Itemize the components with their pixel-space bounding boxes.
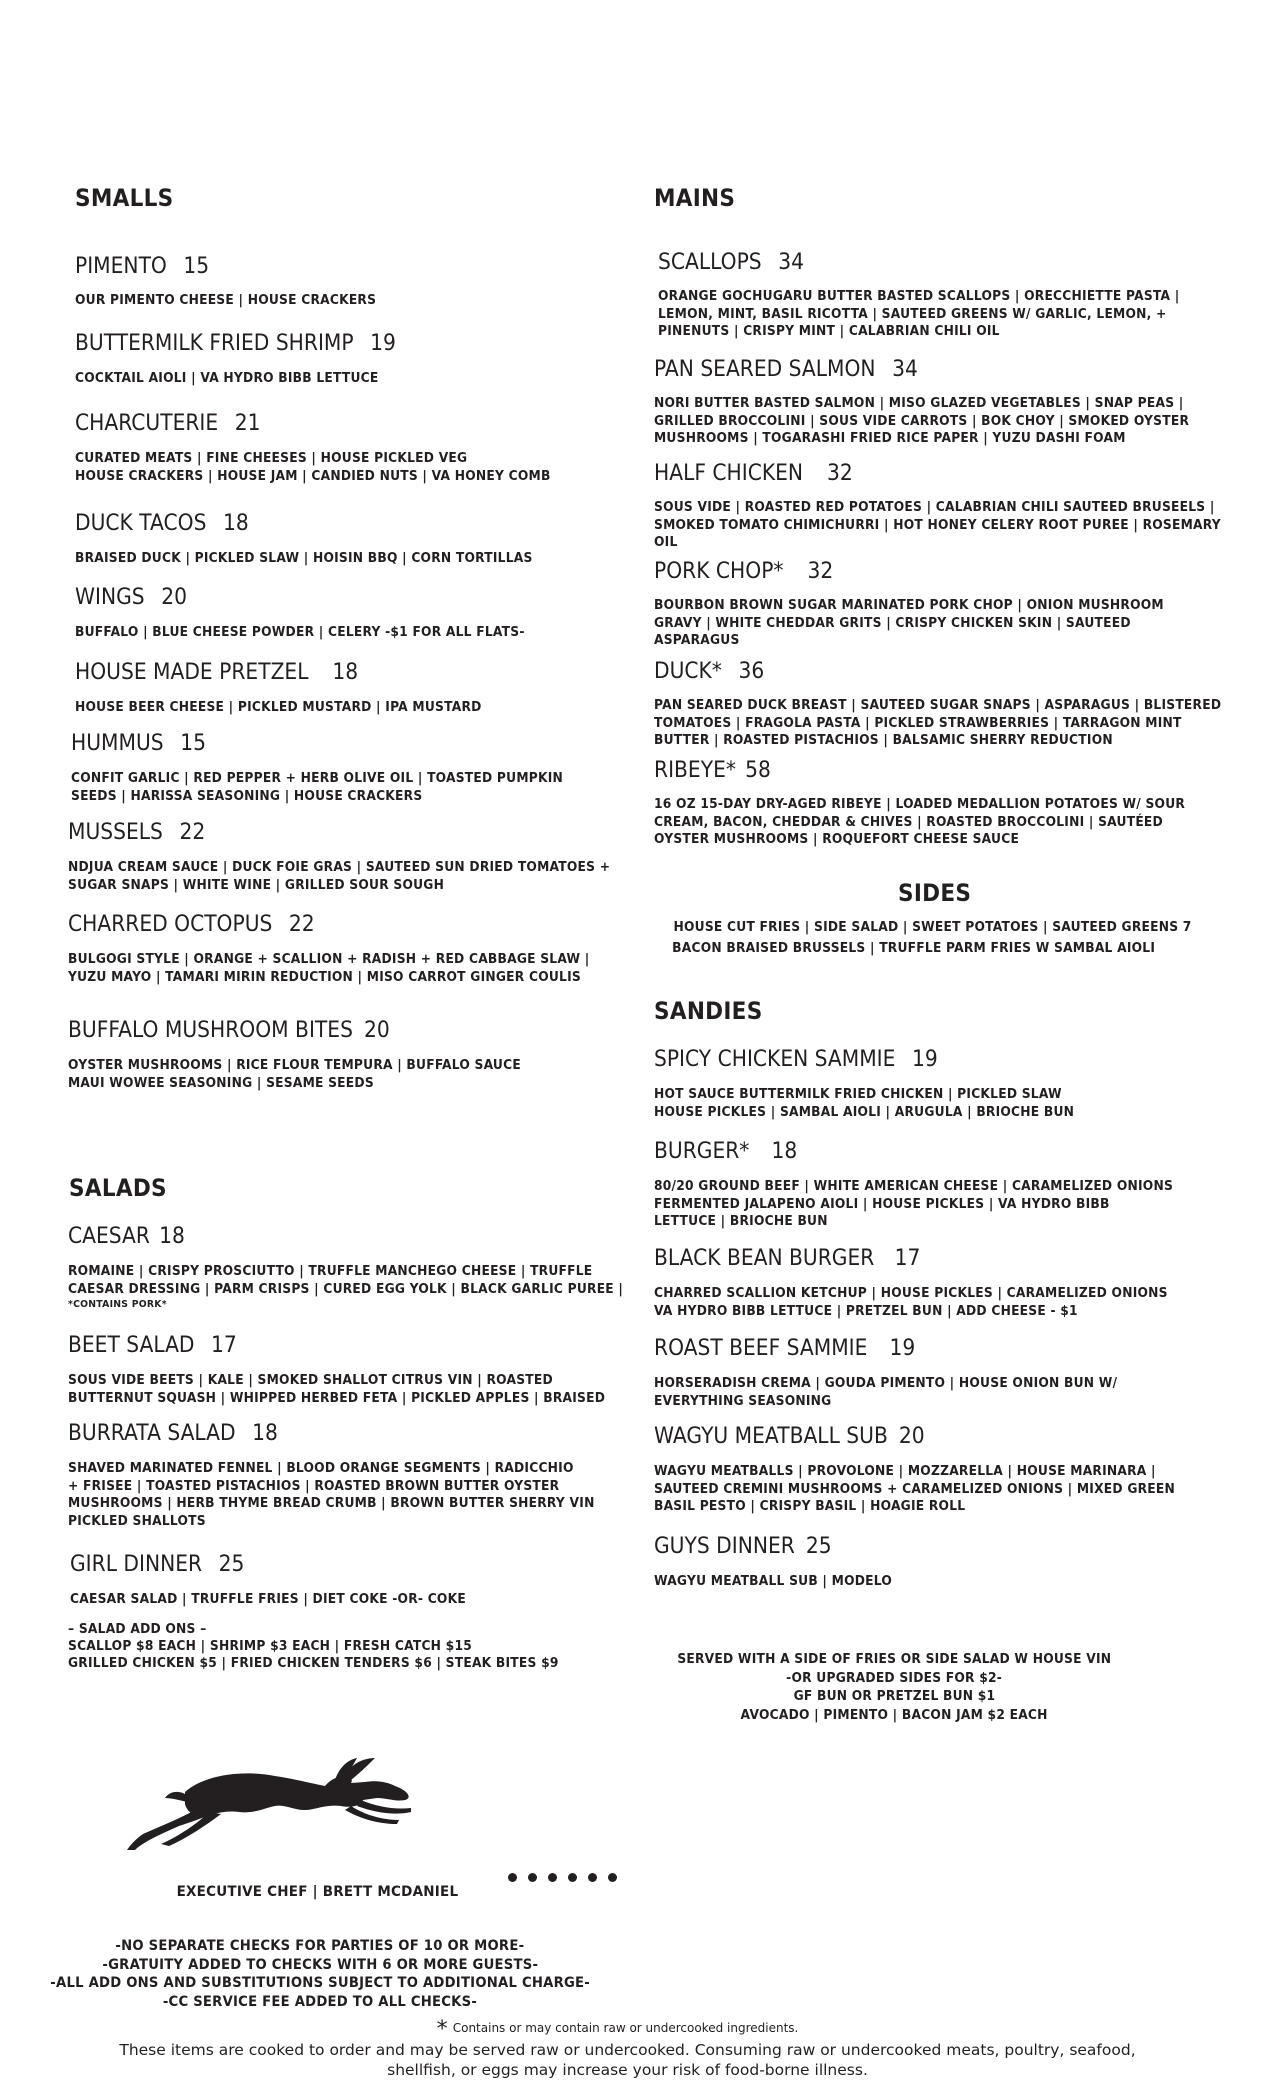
desc-line: HOUSE CRACKERS | HOUSE JAM | CANDIED NUTS | VA HONEY COMB bbox=[75, 468, 551, 484]
disclaimer-short bbox=[0, 2017, 1275, 2040]
item-description bbox=[75, 450, 551, 485]
item-name: GUYS DINNER bbox=[654, 1534, 795, 1559]
desc-line: LETTUCE | BRIOCHE BUN bbox=[654, 1214, 828, 1229]
served-with-note bbox=[654, 1650, 1134, 1724]
item-description bbox=[71, 770, 563, 805]
item-price: 17 bbox=[894, 1246, 921, 1271]
menu-item-hummus bbox=[71, 731, 206, 756]
desc-line: SHAVED MARINATED FENNEL | BLOOD ORANGE SEGMENTS | RADICCHIO bbox=[68, 1461, 574, 1476]
desc-line: EVERYTHING SEASONING bbox=[654, 1393, 832, 1409]
menu-item-half-chicken bbox=[654, 461, 853, 486]
menu-item-duck-tacos bbox=[75, 511, 249, 536]
item-price: 25 bbox=[805, 1534, 832, 1559]
desc-line: CONFIT GARLIC | RED PEPPER + HERB OLIVE OIL | TOASTED PUMPKIN bbox=[71, 771, 564, 786]
menu-item-charcuterie bbox=[75, 411, 260, 436]
item-name: SPICY CHICKEN SAMMIE bbox=[654, 1047, 896, 1072]
menu-item-pork-chop bbox=[654, 559, 833, 584]
desc-line: ORANGE GOCHUGARU BUTTER BASTED SCALLOPS | ORECCHIETTE PASTA | bbox=[658, 289, 1180, 304]
item-name: MUSSELS bbox=[68, 820, 163, 845]
desc-line: BULGOGI STYLE | ORANGE + SCALLION + RADISH + RED CABBAGE SLAW | bbox=[68, 952, 590, 967]
menu-item-spicy-chicken-sammie bbox=[654, 1047, 938, 1072]
item-price: 34 bbox=[892, 357, 918, 382]
menu-item-mussels bbox=[68, 820, 205, 845]
item-price: 18 bbox=[223, 511, 249, 536]
item-name: HALF CHICKEN bbox=[654, 461, 804, 486]
sandies-heading: SANDIES bbox=[654, 997, 763, 1025]
dot-2 bbox=[528, 1873, 537, 1882]
add-ons-heading: – SALAD ADD ONS – bbox=[68, 1622, 207, 1637]
policy-line: -CC SERVICE FEE ADDED TO ALL CHECKS- bbox=[162, 1993, 478, 2010]
desc-line: ASPARAGUS bbox=[654, 633, 740, 648]
desc-line: OIL bbox=[654, 535, 678, 550]
desc-line: BUFFALO | BLUE CHEESE POWDER | CELERY -$1 FOR ALL FLATS- bbox=[75, 625, 525, 640]
item-price: 34 bbox=[778, 250, 804, 275]
menu-item-girl-dinner bbox=[70, 1552, 244, 1577]
item-price: 18 bbox=[332, 660, 359, 685]
desc-line: SMOKED TOMATO CHIMICHURRI | HOT HONEY CELERY ROOT PUREE | ROSEMARY bbox=[654, 517, 1221, 533]
item-price: 25 bbox=[218, 1552, 245, 1577]
item-description bbox=[75, 292, 376, 310]
dot-3 bbox=[548, 1873, 557, 1882]
item-price: 20 bbox=[898, 1424, 925, 1449]
desc-line: COCKTAIL AIOLI | VA HYDRO BIBB LETTUCE bbox=[75, 371, 379, 386]
item-description bbox=[654, 796, 1185, 849]
served-with-line: SERVED WITH A SIDE OF FRIES OR SIDE SALAD W HOUSE VIN bbox=[677, 1652, 1111, 1667]
item-price: 15 bbox=[183, 254, 210, 279]
item-description bbox=[68, 951, 589, 986]
menu-item-beet-salad bbox=[68, 1333, 237, 1358]
desc-line: ROMAINE | CRISPY PROSCIUTTO | TRUFFLE MANCHEGO CHEESE | TRUFFLE bbox=[68, 1264, 593, 1279]
item-name: PORK CHOP* bbox=[654, 559, 784, 584]
desc-line: OYSTER MUSHROOMS | RICE FLOUR TEMPURA | BUFFALO SAUCE bbox=[68, 1058, 521, 1073]
desc-line: GRILLED BROCCOLINI | SOUS VIDE CARROTS | BOK CHOY | SMOKED OYSTER bbox=[654, 413, 1190, 429]
item-description bbox=[75, 370, 379, 388]
menu-item-burrata-salad bbox=[68, 1421, 278, 1446]
menu-item-house-made-pretzel bbox=[75, 660, 358, 685]
salad-add-ons bbox=[68, 1621, 559, 1672]
item-description bbox=[654, 1086, 1074, 1121]
desc-line: CAESAR SALAD | TRUFFLE FRIES | DIET COKE -OR- COKE bbox=[70, 1592, 466, 1607]
desc-line: PICKLED SHALLOTS bbox=[68, 1513, 206, 1529]
desc-line: SUGAR SNAPS | WHITE WINE | GRILLED SOUR SOUGH bbox=[68, 877, 445, 893]
hare-logo-icon bbox=[125, 1752, 415, 1852]
item-description bbox=[658, 288, 1179, 341]
desc-line: HOUSE PICKLES | SAMBAL AIOLI | ARUGULA | BRIOCHE BUN bbox=[654, 1104, 1075, 1120]
item-price: 32 bbox=[827, 461, 853, 486]
desc-line: FERMENTED JALAPENO AIOLI | HOUSE PICKLES | VA HYDRO BIBB bbox=[654, 1196, 1110, 1212]
item-description bbox=[654, 499, 1221, 552]
add-ons-line: GRILLED CHICKEN $5 | FRIED CHICKEN TENDERS $6 | STEAK BITES $9 bbox=[68, 1656, 559, 1671]
policy-line: -NO SEPARATE CHECKS FOR PARTIES OF 10 OR MORE- bbox=[115, 1938, 525, 1954]
desc-line: OYSTER MUSHROOMS | ROQUEFORT CHEESE SAUCE bbox=[654, 832, 1020, 847]
dot-6 bbox=[608, 1873, 617, 1882]
item-name: WAGYU MEATBALL SUB bbox=[654, 1424, 888, 1449]
dot-4 bbox=[568, 1873, 577, 1882]
item-description bbox=[75, 550, 533, 568]
item-name: GIRL DINNER bbox=[70, 1552, 203, 1577]
item-name: CHARCUTERIE bbox=[75, 411, 219, 436]
desc-line: PINENUTS | CRISPY MINT | CALABRIAN CHILI OIL bbox=[658, 324, 1000, 339]
item-name: ROAST BEEF SAMMIE bbox=[654, 1336, 868, 1361]
contains-pork-note: *CONTAINS PORK* bbox=[68, 1299, 167, 1310]
sides-heading: SIDES bbox=[898, 879, 972, 907]
desc-line: MUSHROOMS | HERB THYME BREAD CRUMB | BROWN BUTTER SHERRY VIN bbox=[68, 1496, 595, 1511]
item-price: 20 bbox=[363, 1018, 390, 1043]
item-description bbox=[68, 1263, 623, 1311]
desc-line: VA HYDRO BIBB LETTUCE | PRETZEL BUN | ADD CHEESE - $1 bbox=[654, 1303, 1078, 1319]
item-description bbox=[75, 699, 482, 717]
item-name: HOUSE MADE PRETZEL bbox=[75, 660, 309, 685]
sides-line: HOUSE CUT FRIES | SIDE SALAD | SWEET POTATOES | SAUTEED GREENS 7 bbox=[673, 920, 1192, 935]
item-name: WINGS bbox=[75, 585, 145, 610]
menu-item-duck bbox=[654, 659, 764, 684]
mains-heading: MAINS bbox=[654, 184, 736, 212]
desc-line: HORSERADISH CREMA | GOUDA PIMENTO | HOUSE ONION BUN W/ bbox=[654, 1376, 1118, 1391]
item-price: 15 bbox=[180, 731, 206, 756]
desc-line: SOUS VIDE BEETS | KALE | SMOKED SHALLOT CITRUS VIN | ROASTED bbox=[68, 1373, 553, 1388]
dot-1 bbox=[508, 1873, 517, 1882]
desc-line: NDJUA CREAM SAUCE | DUCK FOIE GRAS | SAUTEED SUN DRIED TOMATOES + bbox=[68, 860, 611, 875]
item-description bbox=[68, 1057, 521, 1092]
item-price: 32 bbox=[807, 559, 834, 584]
menu-item-burger bbox=[654, 1139, 797, 1164]
item-price: 17 bbox=[211, 1333, 237, 1358]
item-description bbox=[68, 1372, 605, 1407]
item-description bbox=[654, 1463, 1175, 1516]
disclaimer-small-text: Contains or may contain raw or undercooked ingredients. bbox=[452, 2021, 799, 2035]
desc-line: MAUI WOWEE SEASONING | SESAME SEEDS bbox=[68, 1075, 374, 1091]
item-price: 22 bbox=[179, 820, 206, 845]
menu-item-buffalo-mushroom-bites bbox=[68, 1018, 390, 1043]
policies-block bbox=[30, 1937, 610, 2011]
menu-item-scallops bbox=[658, 250, 804, 275]
desc-line: SOUS VIDE | ROASTED RED POTATOES | CALABRIAN CHILI SAUTEED BRUSEELS | bbox=[654, 500, 1215, 515]
item-name: HUMMUS bbox=[71, 731, 164, 756]
desc-line: BUTTERNUT SQUASH | WHIPPED HERBED FETA | PICKLED APPLES | BRAISED bbox=[68, 1390, 606, 1406]
desc-line: BUTTER | ROASTED PISTACHIOS | BALSAMIC SHERRY REDUCTION bbox=[654, 733, 1113, 748]
desc-line: + FRISEE | TOASTED PISTACHIOS | ROASTED BROWN BUTTER OYSTER bbox=[68, 1478, 560, 1494]
disclaimer-line: These items are cooked to order and may be served raw or undercooked. Consuming raw or undercooked meats, poultry, seafood, bbox=[119, 2041, 1136, 2059]
item-description bbox=[654, 1375, 1117, 1410]
desc-line: 16 OZ 15-DAY DRY-AGED RIBEYE | LOADED MEDALLION POTATOES W/ SOUR bbox=[654, 797, 1186, 812]
item-name: DUCK TACOS bbox=[75, 511, 207, 536]
smalls-heading: SMALLS bbox=[75, 184, 174, 212]
item-description bbox=[654, 1178, 1173, 1231]
policy-line: -ALL ADD ONS AND SUBSTITUTIONS SUBJECT TO ADDITIONAL CHARGE- bbox=[50, 1975, 591, 1991]
item-description bbox=[654, 697, 1221, 750]
desc-line: HOT SAUCE BUTTERMILK FRIED CHICKEN | PICKLED SLAW bbox=[654, 1087, 1062, 1102]
sides-list bbox=[654, 918, 1192, 957]
menu-item-pimento bbox=[75, 254, 209, 279]
item-price: 21 bbox=[234, 411, 261, 436]
item-price: 22 bbox=[288, 912, 315, 937]
item-name: BURGER* bbox=[654, 1139, 750, 1164]
menu-item-pan-seared-salmon bbox=[654, 357, 918, 382]
served-with-line: -OR UPGRADED SIDES FOR $2- bbox=[786, 1670, 1002, 1686]
desc-line: BASIL PESTO | CRISPY BASIL | HOAGIE ROLL bbox=[654, 1499, 966, 1514]
item-price: 18 bbox=[252, 1421, 278, 1446]
item-description bbox=[68, 859, 610, 894]
item-name: BLACK BEAN BURGER bbox=[654, 1246, 875, 1271]
menu-item-wagyu-meatball-sub bbox=[654, 1424, 925, 1449]
item-name: BEET SALAD bbox=[68, 1333, 195, 1358]
item-price: 58 bbox=[745, 758, 771, 783]
desc-line: BRAISED DUCK | PICKLED SLAW | HOISIN BBQ | CORN TORTILLAS bbox=[75, 551, 533, 566]
item-price: 18 bbox=[771, 1139, 798, 1164]
desc-line: WAGYU MEATBALL SUB | MODELO bbox=[654, 1574, 893, 1589]
item-name: RIBEYE* bbox=[654, 758, 736, 783]
desc-line: CAESAR DRESSING | PARM CRISPS | CURED EGG YOLK | BLACK GARLIC PUREE | bbox=[68, 1281, 624, 1297]
add-ons-line: SCALLOP $8 EACH | SHRIMP $3 EACH | FRESH CATCH $15 bbox=[68, 1639, 472, 1654]
desc-line: HOUSE BEER CHEESE | PICKLED MUSTARD | IPA MUSTARD bbox=[75, 700, 482, 715]
item-description bbox=[654, 1573, 892, 1591]
item-price: 18 bbox=[159, 1224, 185, 1249]
chef-credit-block bbox=[120, 1883, 515, 1902]
desc-line: OUR PIMENTO CHEESE | HOUSE CRACKERS bbox=[75, 293, 377, 308]
item-name: CAESAR bbox=[68, 1224, 150, 1249]
asterisk-mark: * bbox=[436, 2017, 448, 2042]
menu-item-roast-beef-sammie bbox=[654, 1336, 915, 1361]
item-price: 19 bbox=[912, 1047, 938, 1072]
item-price: 36 bbox=[738, 659, 765, 684]
item-price: 20 bbox=[161, 585, 187, 610]
salads-heading: SALADS bbox=[69, 1174, 167, 1202]
desc-line: MUSHROOMS | TOGARASHI FRIED RICE PAPER | YUZU DASHI FOAM bbox=[654, 431, 1126, 446]
desc-line: BOURBON BROWN SUGAR MARINATED PORK CHOP | ONION MUSHROOM bbox=[654, 598, 1164, 613]
menu-item-wings bbox=[75, 585, 187, 610]
sides-line: BACON BRAISED BRUSSELS | TRUFFLE PARM FRIES W SAMBAL AIOLI bbox=[672, 940, 1156, 956]
desc-line: PAN SEARED DUCK BREAST | SAUTEED SUGAR SNAPS | ASPARAGUS | BLISTERED bbox=[654, 698, 1222, 713]
menu-item-charred-octopus bbox=[68, 912, 315, 937]
served-with-line: AVOCADO | PIMENTO | BACON JAM $2 EACH bbox=[740, 1707, 1048, 1723]
desc-line: LEMON, MINT, BASIL RICOTTA | SAUTEED GREENS W/ GARLIC, LEMON, + bbox=[658, 306, 1167, 322]
food-safety-disclaimer bbox=[0, 2017, 1275, 2080]
chef-credit: EXECUTIVE CHEF | BRETT MCDANIEL bbox=[176, 1884, 459, 1900]
item-name: BUTTERMILK FRIED SHRIMP bbox=[75, 331, 354, 356]
served-with-line: GF BUN OR PRETZEL BUN $1 bbox=[793, 1689, 995, 1704]
item-name: PIMENTO bbox=[75, 254, 167, 279]
item-name: BUFFALO MUSHROOM BITES bbox=[68, 1018, 353, 1043]
desc-line: YUZU MAYO | TAMARI MIRIN REDUCTION | MISO CARROT GINGER COULIS bbox=[68, 969, 581, 985]
item-description bbox=[654, 395, 1189, 448]
menu-item-caesar bbox=[68, 1224, 185, 1249]
desc-line: TOMATOES | FRAGOLA PASTA | PICKLED STRAWBERRIES | TARRAGON MINT bbox=[654, 715, 1182, 731]
item-description bbox=[68, 1460, 595, 1530]
desc-line: SEEDS | HARISSA SEASONING | HOUSE CRACKERS bbox=[71, 788, 423, 804]
item-name: CHARRED OCTOPUS bbox=[68, 912, 273, 937]
item-description bbox=[654, 1285, 1168, 1320]
menu-item-buttermilk-fried-shrimp bbox=[75, 331, 396, 356]
desc-line: CHARRED SCALLION KETCHUP | HOUSE PICKLES | CARAMELIZED ONIONS bbox=[654, 1286, 1168, 1301]
disclaimer-line: shellfish, or eggs may increase your risk of food-borne illness. bbox=[387, 2061, 868, 2079]
dot-5 bbox=[588, 1873, 597, 1882]
desc-line: CURATED MEATS | FINE CHEESES | HOUSE PICKLED VEG bbox=[75, 451, 468, 466]
item-name: DUCK* bbox=[654, 659, 722, 684]
desc-line: GRAVY | WHITE CHEDDAR GRITS | CRISPY CHICKEN SKIN | SAUTEED bbox=[654, 615, 1131, 631]
desc-line: SAUTEED CREMINI MUSHROOMS + CARAMELIZED ONIONS | MIXED GREEN bbox=[654, 1481, 1176, 1497]
desc-line: CREAM, BACON, CHEDDAR & CHIVES | ROASTED BROCCOLINI | SAUTÉED bbox=[654, 814, 1163, 830]
item-price: 19 bbox=[889, 1336, 916, 1361]
desc-line: NORI BUTTER BASTED SALMON | MISO GLAZED VEGETABLES | SNAP PEAS | bbox=[654, 396, 1184, 411]
menu-item-ribeye bbox=[654, 758, 771, 783]
item-name: SCALLOPS bbox=[658, 250, 762, 275]
policy-line: -GRATUITY ADDED TO CHECKS WITH 6 OR MORE GUESTS- bbox=[102, 1956, 538, 1973]
desc-line: WAGYU MEATBALLS | PROVOLONE | MOZZARELLA | HOUSE MARINARA | bbox=[654, 1464, 1156, 1479]
item-name: PAN SEARED SALMON bbox=[654, 357, 876, 382]
item-name: BURRATA SALAD bbox=[68, 1421, 236, 1446]
item-price: 19 bbox=[370, 331, 396, 356]
menu-item-guys-dinner bbox=[654, 1534, 832, 1559]
menu-item-black-bean-burger bbox=[654, 1246, 920, 1271]
item-description bbox=[654, 597, 1164, 650]
desc-line: 80/20 GROUND BEEF | WHITE AMERICAN CHEESE | CARAMELIZED ONIONS bbox=[654, 1179, 1174, 1194]
item-description bbox=[75, 624, 525, 642]
item-description bbox=[70, 1591, 466, 1609]
